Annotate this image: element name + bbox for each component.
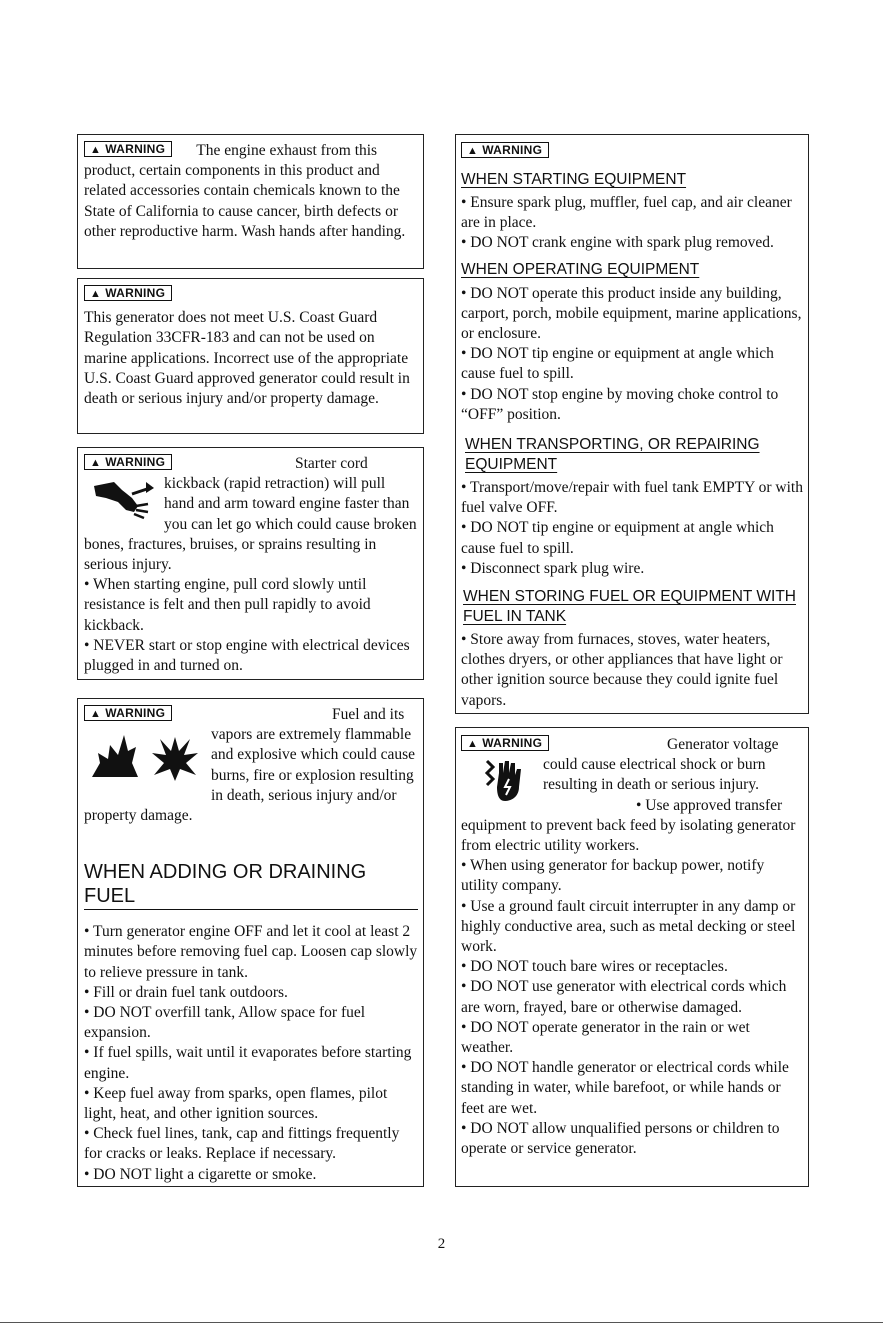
warning-badge: ▲ WARNING [461,735,549,751]
section-heading: WHEN ADDING OR DRAINING FUEL [84,860,418,910]
warning-box-electrical [455,727,809,1187]
bullet-item: • Fill or drain fuel tank outdoors. [84,983,288,1001]
kickback-hand-icon [92,476,158,522]
bullet-item: • DO NOT light a cigarette or smoke. [84,1165,317,1183]
section-heading: WHEN STORING FUEL OR EQUIPMENT WITH FUEL IN TANK [463,588,796,626]
flame-icon [90,733,140,781]
bullet-item: • DO NOT use generator with electrical cords which are worn, frayed, bare or otherwise damaged. [461,978,787,1016]
warning-box-fuel [77,698,424,1187]
bullet-item: • Store away from furnaces, stoves, water heaters, clothes dryers, or other appliances that have light or other ignition source because they could ignite fuel vapors. [461,631,783,709]
bullet-item: • DO NOT touch bare wires or receptacles. [461,958,728,976]
warning-triangle-icon: ▲ [90,144,102,156]
section-heading: WHEN OPERATING EQUIPMENT [461,260,700,278]
warning-badge: ▲ WARNING [84,454,172,470]
page-number: 2 [437,1236,446,1252]
bullet-item: • DO NOT handle generator or electrical cords while standing in water, while barefoot, or while hands or feet are wet. [461,1059,789,1117]
warning-text: The engine exhaust from this product, certain components in this product and related accessories contain chemicals known to the State of California to cause cancer, birth defects or other reproductive harm. Wash hands after handing. [84,142,406,240]
warning-text: Fuel and its vapors are extremely flammable and explosive which could cause burns, fire or explosion resulting in death, serious injury and/or property damage. [84,706,416,825]
bullet-item: • DO NOT crank engine with spark plug removed. [461,234,774,252]
bullet-item: • DO NOT tip engine or equipment at angle which cause fuel to spill. [461,519,774,557]
bottom-divider [0,1322,883,1323]
bullet-item: • DO NOT allow unqualified persons or children to operate or service generator. [461,1119,780,1158]
bullet-item: • Transport/move/repair with fuel tank EMPTY or with fuel valve OFF. [461,479,803,517]
bullet-item: • Check fuel lines, tank, cap and fittings frequently for cracks or leaks. Replace if necessary. [84,1125,400,1163]
warning-box-equipment [455,134,809,714]
explosion-icon [150,733,200,783]
section-heading: WHEN STARTING EQUIPMENT [461,171,687,188]
warning-triangle-icon: ▲ [90,288,102,300]
warning-text: Starter cord kickback (rapid retraction) will pull hand and arm toward engine faster than you can let go which could cause broken bones, fractures, bruises, or sprains resulting in serious injury. [84,455,417,574]
bullet-item: • DO NOT operate generator in the rain or wet weather. [461,1018,750,1057]
warning-badge: ▲ WARNING [84,141,172,157]
warning-text: Generator voltage could cause electrical shock or burn resulting in death or serious injury. [543,736,779,794]
warning-badge: ▲ WARNING [84,285,172,301]
bullet-item: • DO NOT tip engine or equipment at angle which cause fuel to spill. [461,345,774,383]
bullet-item: • DO NOT stop engine by moving choke control to “OFF” position. [461,385,779,423]
bullet-item: • Use approved transfer equipment to prevent back feed by isolating generator from electric utility workers. [461,796,796,855]
electric-shock-hand-icon [483,757,527,803]
warning-box-kickback [77,447,424,680]
bullet-item: • Disconnect spark plug wire. [461,559,645,577]
bullet-item: • Ensure spark plug, muffler, fuel cap, and air cleaner are in place. [461,194,792,232]
warning-box-coast-guard [77,278,424,434]
bullet-item: • DO NOT operate this product inside any building, carport, porch, mobile equipment, marine applications, or enclosure. [461,284,802,343]
section-heading: WHEN TRANSPORTING, OR REPAIRING EQUIPMENT [465,436,760,474]
warning-triangle-icon: ▲ [467,145,479,157]
bullet-item: • NEVER start or stop engine with electrical devices plugged in and turned on. [84,636,410,675]
bullet-item: • Use a ground fault circuit interrupter in any damp or highly conductive area, such as metal decking or steel work. [461,897,796,956]
warning-box-california [77,134,424,269]
bullet-list [84,922,418,1185]
bullet-item: • When using generator for backup power, notify utility company. [461,857,765,895]
warning-badge: ▲ WARNING [84,705,172,721]
bullet-item: • If fuel spills, wait until it evaporates before starting engine. [84,1044,412,1082]
bullet-item: • Turn generator engine OFF and let it cool at least 2 minutes before removing fuel cap. Loosen cap slowly to relieve pressure in tank. [84,923,418,981]
warning-text: This generator does not meet U.S. Coast Guard Regulation 33CFR-183 and can not be used on marine applications. Incorrect use of the appropriate U.S. Coast Guard approved generator could result in death or serious injury and/or property damage. [84,309,410,408]
bullet-item: • When starting engine, pull cord slowly until resistance is felt and then pull rapidly to avoid kickback. [84,576,371,634]
warning-triangle-icon: ▲ [90,708,102,720]
fuel-hazard-icons [88,733,203,793]
warning-triangle-icon: ▲ [90,457,102,469]
bullet-item: • DO NOT overfill tank, Allow space for fuel expansion. [84,1004,366,1042]
bullet-item: • Keep fuel away from sparks, open flames, pilot light, heat, and other ignition sources. [84,1084,388,1123]
warning-triangle-icon: ▲ [467,738,479,750]
warning-badge: ▲ WARNING [461,142,549,158]
